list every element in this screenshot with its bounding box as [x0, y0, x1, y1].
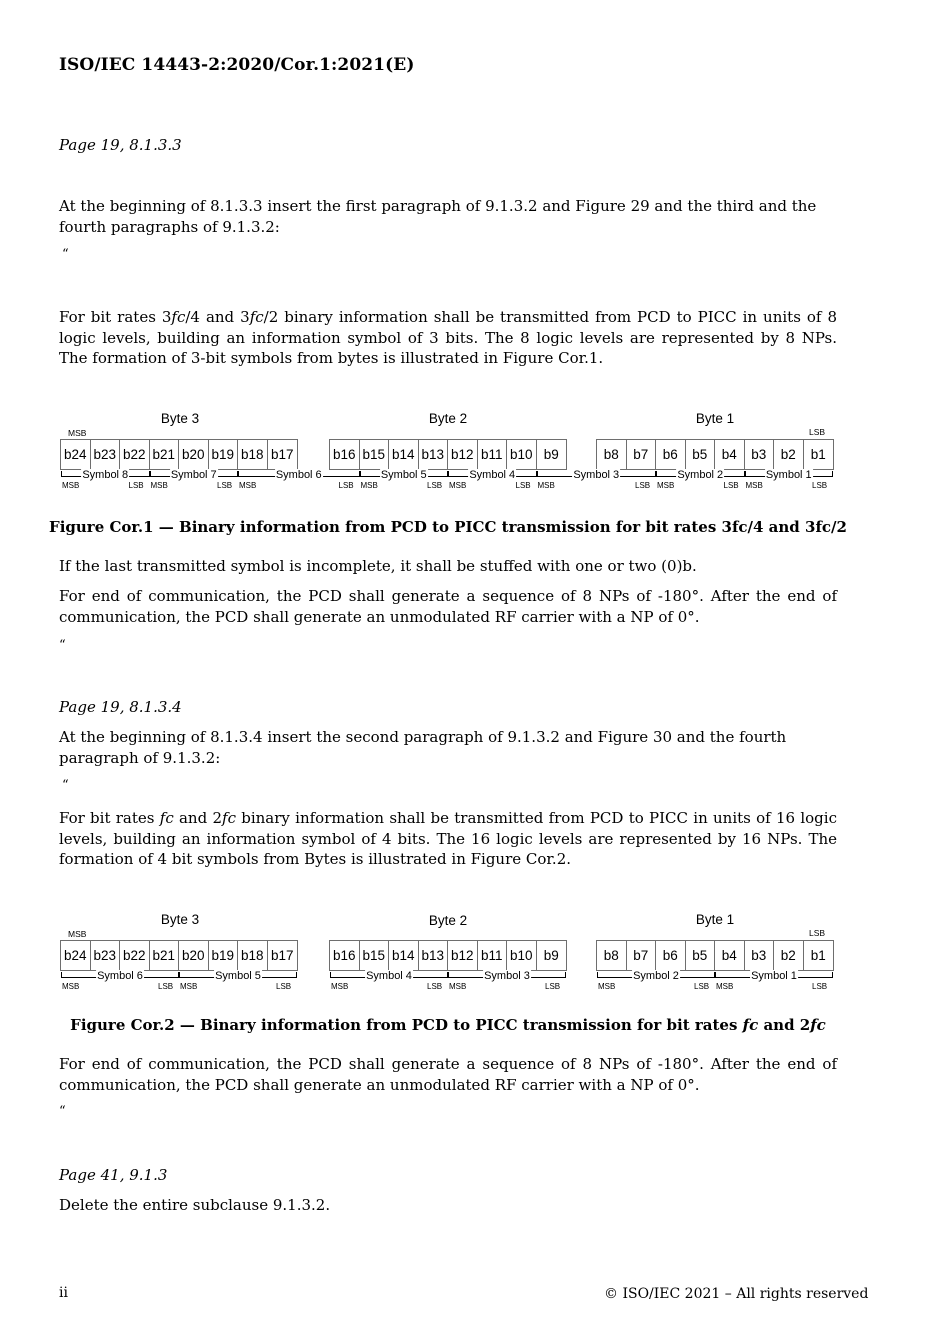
bit-cell: b22	[120, 440, 150, 469]
symbol-bracket-tick	[238, 471, 239, 477]
bit-cell: b18	[238, 941, 268, 970]
symbol-lsb-tag: LSB	[812, 982, 828, 991]
symbol-label: Symbol 1	[751, 970, 797, 982]
bit-cell: b5	[686, 941, 716, 970]
byte-2-title: Byte 2	[428, 411, 468, 426]
bit-cell: b20	[179, 440, 209, 469]
bit-cell: b12	[448, 440, 478, 469]
section-ref-3: Page 41, 9.1.3	[59, 1166, 168, 1184]
symbol-label: Symbol 8	[82, 469, 129, 481]
symbol-lsb-tag: LSB	[128, 481, 144, 490]
bit-cell: b2	[774, 440, 804, 469]
figure-1-caption: Figure Cor.1 — Binary information from PCD to PICC transmission for bit rates 3fc/4 and 3fc/2	[49, 518, 847, 536]
symbol-msb-tag: MSB	[150, 481, 168, 490]
msb-label: MSB	[68, 929, 87, 939]
symbol-msb-tag: MSB	[449, 481, 467, 490]
msb-label: MSB	[68, 428, 87, 438]
bit-cell: b7	[627, 440, 657, 469]
symbol-bracket-tick	[179, 972, 180, 978]
p1-fc-2: fc	[249, 308, 264, 326]
open-quote-2: “	[62, 778, 69, 793]
caption-2-fc-1: fc	[742, 1016, 759, 1034]
copyright: © ISO/IEC 2021 – All rights reserved	[604, 1286, 869, 1302]
symbol-lsb-tag: LSB	[427, 481, 443, 490]
figure-2-caption	[40, 1016, 856, 1034]
symbol-bracket-tick	[745, 471, 746, 477]
byte-3-title: Byte 3	[160, 411, 200, 426]
bit-cell: b2	[774, 941, 804, 970]
symbol-msb-tag: MSB	[331, 982, 349, 991]
p4-fc-1: fc	[159, 809, 174, 827]
symbol-label: Symbol 5	[380, 469, 427, 481]
symbol-msb-tag: MSB	[62, 481, 80, 490]
symbol-lsb-tag: LSB	[217, 481, 233, 490]
bit-cell: b4	[715, 941, 745, 970]
p4-fc-2: fc	[222, 809, 236, 827]
bit-cell: b19	[209, 440, 239, 469]
symbol-lsb-tag: LSB	[635, 481, 651, 490]
bit-cell: b5	[686, 440, 716, 469]
symbol-bracket-tick	[296, 972, 297, 978]
symbol-label: Symbol 3	[573, 469, 620, 481]
symbol-msb-tag: MSB	[537, 481, 555, 490]
bit-cell: b14	[389, 440, 419, 469]
bit-cell: b15	[360, 440, 390, 469]
symbol-bracket-tick	[360, 471, 361, 477]
paragraph-bitrate-fc	[59, 808, 837, 870]
byte-2-cells	[329, 940, 567, 971]
symbol-bracket-tick	[656, 471, 657, 477]
close-quote-1: “	[59, 638, 66, 653]
symbol-bracket-tick	[537, 471, 538, 477]
symbol-label: Symbol 7	[170, 469, 217, 481]
byte-1-title: Byte 1	[695, 411, 735, 426]
bit-cell: b23	[91, 440, 121, 469]
symbol-msb-tag: MSB	[657, 481, 675, 490]
caption-2-b: and 2	[758, 1016, 811, 1034]
open-quote-1: “	[62, 247, 69, 262]
bit-cell: b15	[360, 941, 390, 970]
symbol-bracket-tick	[448, 972, 449, 978]
bit-cell: b14	[389, 941, 419, 970]
symbol-label: Symbol 2	[633, 970, 679, 982]
symbol-lsb-tag: LSB	[276, 982, 292, 991]
instruction-2: At the beginning of 8.1.3.4 insert the second paragraph of 9.1.3.2 and Figure 30 and the fourth paragraph of 9.1.3.2:	[59, 728, 787, 767]
p1-a: For bit rates 3	[59, 308, 172, 326]
bit-cell: b11	[478, 440, 508, 469]
p4-a: For bit rates	[59, 809, 160, 827]
page-number: ii	[59, 1285, 68, 1301]
symbol-lsb-tag: LSB	[427, 982, 443, 991]
symbol-bracket-tick	[715, 972, 716, 978]
bit-cell: b10	[507, 440, 537, 469]
close-quote-2: “	[59, 1104, 66, 1119]
bit-cell: b7	[627, 941, 657, 970]
symbol-label: Symbol 4	[366, 970, 412, 982]
bit-cell: b4	[715, 440, 745, 469]
bit-cell: b3	[745, 440, 775, 469]
p4-c: binary information shall be transmitted from PCD to PICC in units of 16 logic levels, building an information symbol of 4 bits. The 16 logic levels are represented by 16 NPs. The formation of 4 bit symbols from Bytes is illustrated in Figure Cor.2.	[59, 809, 837, 868]
bit-cell: b24	[61, 440, 91, 469]
bit-cell: b21	[150, 941, 180, 970]
symbol-bracket-tick	[330, 972, 331, 978]
bit-cell: b13	[419, 440, 449, 469]
bit-cell: b23	[91, 941, 121, 970]
bit-cell: b16	[330, 941, 360, 970]
bit-cell: b6	[656, 440, 686, 469]
lsb-label: LSB	[809, 928, 826, 938]
bit-cell: b16	[330, 440, 360, 469]
byte-3-cells	[60, 940, 298, 971]
symbol-label: Symbol 5	[215, 970, 261, 982]
symbol-lsb-tag: LSB	[158, 982, 174, 991]
p4-b: and 2	[173, 809, 223, 827]
symbol-msb-tag: MSB	[180, 982, 198, 991]
symbol-label: Symbol 3	[484, 970, 530, 982]
instruction-1: At the beginning of 8.1.3.3 insert the first paragraph of 9.1.3.2 and Figure 29 and the third and the fourth paragraphs of 9.1.3.2:	[59, 197, 817, 236]
symbol-brackets	[59, 970, 839, 993]
delete-instruction: Delete the entire subclause 9.1.3.2.	[59, 1196, 331, 1214]
symbol-msb-tag: MSB	[62, 982, 80, 991]
byte-3-title: Byte 3	[160, 912, 200, 927]
symbol-label: Symbol 2	[677, 469, 724, 481]
symbol-msb-tag: MSB	[716, 982, 734, 991]
symbol-bracket-tick	[448, 471, 449, 477]
p1-fc-1: fc	[171, 308, 186, 326]
bit-cell: b8	[597, 941, 627, 970]
paragraph-bitrate-3fc	[59, 307, 837, 369]
figure-cor-2	[59, 911, 839, 1001]
symbol-bracket-tick	[61, 471, 62, 477]
bit-cell: b1	[810, 948, 826, 963]
bit-cell: b17	[270, 948, 294, 963]
figure-cor-1	[59, 410, 839, 500]
byte-1-title: Byte 1	[695, 912, 735, 927]
p1-b: /4 and 3	[185, 308, 250, 326]
bit-cell: b9	[543, 948, 559, 963]
symbol-brackets	[59, 469, 839, 492]
p1-c: /2 binary information shall be transmitted from PCD to PICC in units of 8 logic levels, building an information symbol of 3 bits. The 8 logic levels are represented by 8 NPs. The formation of 3-bit symbols from bytes is illustrated in Figure Cor.1.	[59, 308, 837, 367]
symbol-lsb-tag: LSB	[694, 982, 710, 991]
symbol-label: Symbol 4	[469, 469, 516, 481]
paragraph-end-communication-2: For end of communication, the PCD shall generate a sequence of 8 NPs of -180°. After the end of communication, the PCD shall generate an unmodulated RF carrier with a NP of 0°.	[59, 1055, 837, 1094]
paragraph-end-communication-1: For end of communication, the PCD shall generate a sequence of 8 NPs of -180°. After the end of communication, the PCD shall generate an unmodulated RF carrier with a NP of 0°.	[59, 587, 837, 626]
bit-cell: b13	[419, 941, 449, 970]
symbol-label: Symbol 6	[97, 970, 143, 982]
document-id: ISO/IEC 14443-2:2020/Cor.1:2021(E)	[59, 55, 415, 75]
byte-1-cells	[596, 940, 834, 971]
bit-cell: b18	[238, 440, 268, 469]
symbol-lsb-tag: LSB	[338, 481, 354, 490]
bit-cell: b19	[209, 941, 239, 970]
byte-2-cells	[329, 439, 567, 470]
symbol-lsb-tag: LSB	[812, 481, 828, 490]
byte-2-title: Byte 2	[428, 913, 468, 928]
bit-cell: b20	[179, 941, 209, 970]
bit-cell: b17	[270, 447, 294, 462]
symbol-bracket-tick	[565, 972, 566, 978]
symbol-bracket-tick	[832, 471, 833, 477]
section-ref-2: Page 19, 8.1.3.4	[59, 698, 182, 716]
symbol-msb-tag: MSB	[598, 982, 616, 991]
bit-cell: b21	[150, 440, 180, 469]
symbol-bracket-tick	[832, 972, 833, 978]
symbol-msb-tag: MSB	[360, 481, 378, 490]
symbol-lsb-tag: LSB	[515, 481, 531, 490]
bit-cell: b3	[745, 941, 775, 970]
byte-3-cells	[60, 439, 298, 470]
caption-2-a: Figure Cor.2 — Binary information from PCD to PICC transmission for bit rates	[70, 1016, 743, 1034]
section-ref-1: Page 19, 8.1.3.3	[59, 136, 182, 154]
caption-2-fc-2: fc	[810, 1016, 826, 1034]
symbol-msb-tag: MSB	[745, 481, 763, 490]
bit-cell: b8	[597, 440, 627, 469]
symbol-lsb-tag: LSB	[545, 982, 561, 991]
symbol-label: Symbol 6	[275, 469, 322, 481]
symbol-bracket-tick	[150, 471, 151, 477]
symbol-label: Symbol 1	[765, 469, 812, 481]
symbol-bracket-tick	[597, 972, 598, 978]
symbol-bracket-tick	[61, 972, 62, 978]
symbol-msb-tag: MSB	[449, 982, 467, 991]
bit-cell: b24	[61, 941, 91, 970]
bit-cell: b22	[120, 941, 150, 970]
bit-cell: b11	[478, 941, 508, 970]
bit-cell: b9	[543, 447, 559, 462]
bit-cell: b6	[656, 941, 686, 970]
symbol-lsb-tag: LSB	[723, 481, 739, 490]
paragraph-stuffing: If the last transmitted symbol is incomplete, it shall be stuffed with one or two (0)b.	[59, 557, 697, 575]
lsb-label: LSB	[809, 427, 826, 437]
symbol-msb-tag: MSB	[239, 481, 257, 490]
byte-1-cells	[596, 439, 834, 470]
bit-cell: b12	[448, 941, 478, 970]
bit-cell: b10	[507, 941, 537, 970]
bit-cell: b1	[810, 447, 826, 462]
